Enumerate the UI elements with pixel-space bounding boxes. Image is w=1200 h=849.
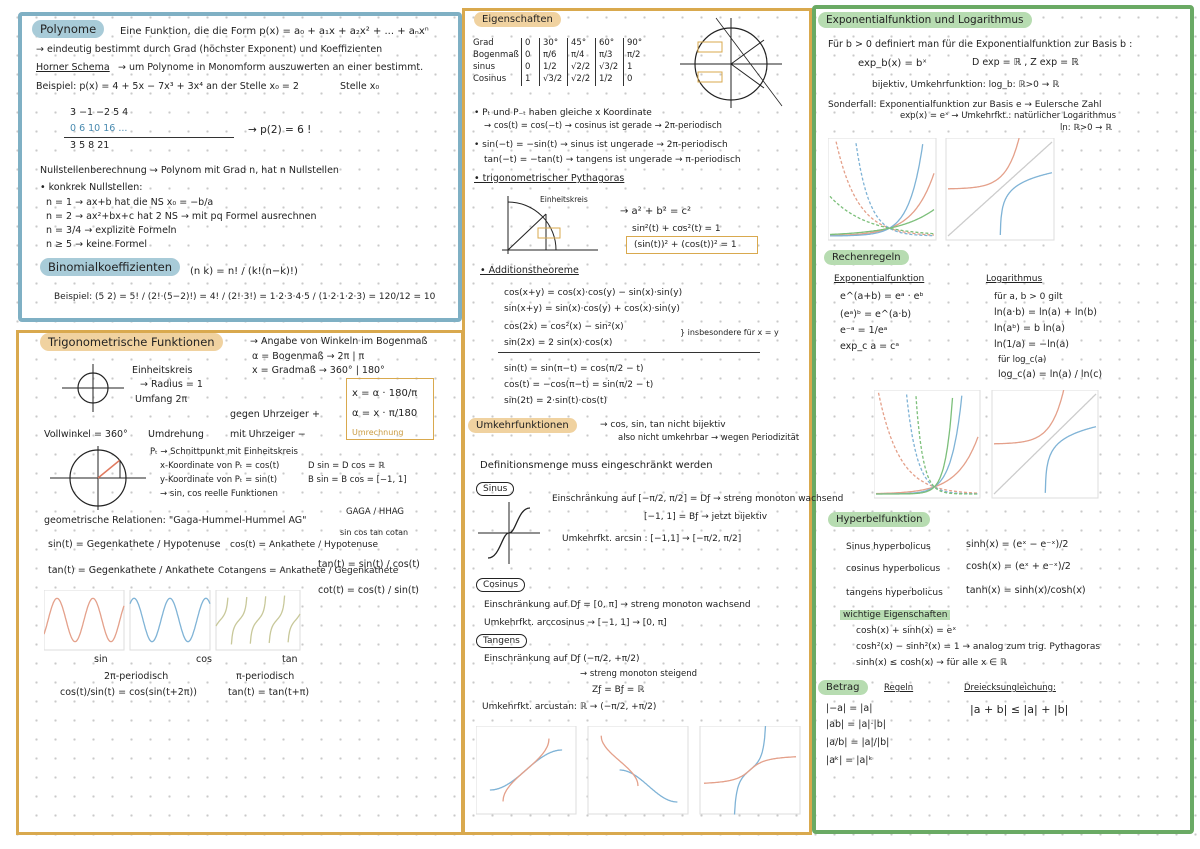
eig-table-cell: √3/2 [540,74,568,86]
cot-def: Cotangens = Ankathete / Gegenkathete [218,566,399,576]
umdrehung: Umdrehung [148,429,204,440]
pyth1: → a² + b² = c² [620,206,692,217]
n5: n ≥ 5 → keine Formel [46,239,148,250]
pyth3: (sin(t))² + (cos(t))² = 1 [634,240,737,250]
l4: für log_c(a) [998,355,1047,365]
polynome-def: Eine Funktion, die die Form p(x) = a₀ + a₁x + a₂x² + ... + aₙxⁿ [120,26,429,37]
tan-def: tan(t) = Gegenkathete / Ankathete [48,565,215,576]
konkret: • konkrek Nullstellen: [40,182,143,193]
trig-radius: → Radius = 1 [140,379,203,390]
eig-p4: tan(−t) = −tan(t) → tangens ist ungerade → π-periodisch [484,155,741,165]
w3: sinh(x) ≤ cosh(x) → für alle x ∈ ℝ [856,658,1008,668]
eig-table-cell: 0 [627,74,633,84]
eig-p2: → cos(t) = cos(−t) → cosinus ist gerade → 2π-periodisch [484,121,722,131]
eig-p3: • sin(−t) = −sin(t) → sinus ist ungerade → 2π-periodisch [474,140,728,150]
exp-plot-panel-2 [874,390,980,498]
eig-table-row [470,50,651,62]
binom-example: Beispiel: (5 2) = 5! / (2!·(5−2)!) = 4! / (2!·3!) = 1·2·3·4·5 / (1·2·1·2·3) = 120/12 = 10 [54,292,436,302]
periodisch-note: cos(t)/sin(t) = cos(sin(t+2π)) [60,687,197,698]
n2: n = 2 → ax²+bx+c hat 2 NS → mit pq Formel ausrechnen [46,211,317,222]
sym2: cos(t) = −cos(π−t) = sin(π/2 − t) [504,380,654,390]
trig-pt: Pₜ → Schnittpunkt mit Einheitskreis [150,447,298,457]
gaga: GAGA / HHAG [346,507,404,517]
eig-table-cell: 45° [568,38,596,50]
unit-circle-small [60,362,126,414]
eig-table-row [470,38,651,50]
trig-bsin: B sin = B cos = [−1, 1] [308,475,407,485]
eig-add: • Additionstheoreme [480,265,579,276]
l5: log_c(a) = ln(a) / ln(c) [998,369,1103,380]
eig-table-cell: 1/2 [596,74,624,86]
sincostan: sin cos tan cotan [340,528,409,537]
vollwinkel: Vollwinkel = 360° [44,429,128,440]
pyth2: sin²(t) + cos²(t) = 1 [632,224,721,234]
eig-table-cell: π/4 [568,50,596,62]
sin-restricted [476,500,542,566]
trig-title: Trigonometrische Funktionen [40,333,223,351]
trig-xk: x-Koordinate von Pₜ = cos(t) [160,461,280,471]
sym3: sin(2t) = 2·sin(t)·cos(t) [504,396,608,406]
e2: (eᵃ)ᵇ = e^(a·b) [840,309,912,320]
e4: exp_c a = cᵃ [840,341,900,352]
pyth-einheitskreis: Einheitskreis [540,195,588,204]
horner-rule [64,137,234,138]
eig-table-cell: 30° [540,38,568,50]
exp-def: Für b > 0 definiert man für die Exponentialfunktion zur Basis b : [828,39,1133,50]
rechenregeln: Rechenregeln [824,250,909,265]
exp-bij: bijektiv, Umkehrfunktion: log_b: ℝ>0 → ℝ [872,80,1060,90]
cos-e: Einschränkung auf Dƒ = [0, π] → streng monoton wachsend [484,600,751,610]
nullstellen: Nullstellenberechnung → Polynom mit Grad n, hat n Nullstellen [40,165,339,176]
horner-row3: 3 5 8 21 [70,140,110,151]
expf: Exponentialfunktion [834,274,925,284]
b4: |aᵏ| = |a|ᵏ [826,755,873,766]
sin-e1: Einschränkung auf [−π/2, π/2] = Dƒ → streng monoton wachsend [552,494,844,504]
e1: e^(a+b) = eᵃ · eᵇ [840,291,924,302]
horner-beispiel: Beispiel: p(x) = 4 + 5x − 7x³ + 3x⁴ an der Stelle x₀ = 2 [36,81,299,92]
cos-plot-panel [130,590,210,650]
trig-angabe: → Angabe von Winkeln im Bogenmaß [250,336,428,347]
periodisch: 2π-periodisch [104,671,169,682]
exp-domain: D exp = ℝ , Z exp = ℝ [972,57,1079,68]
tan-frac: tan(t) = sin(t) / cos(t) [318,559,420,570]
eig-pyth: • trigonometrischer Pythagoras [474,173,625,184]
conv1: x = α · 180/π [352,388,418,399]
eig-table-cell: π/6 [540,50,568,62]
binom-title: Binomialkoeffizienten [40,258,180,276]
trig-umfang: Umfang 2π [135,394,188,405]
trig-plots [44,590,302,652]
tan-e2: → streng monoton steigend [580,669,698,679]
l2: ln(aᵇ) = b ln(a) [994,323,1065,334]
sin-u: Umkehrfkt. arcsin : [−1,1] → [−π/2, π/2] [562,534,742,544]
e3: e⁻ᵃ = 1/eᵃ [840,325,888,336]
horner-row1: 3 −1 −2 5 4 [70,107,129,118]
trig-yk: y-Koordinate von Pₜ = sin(t) [160,475,278,485]
exp-formula: exp_b(x) = bˣ [858,58,927,69]
eig-table-cell: 1/2 [540,62,568,74]
trig-dsin: D sin = D cos = ℝ [308,461,385,471]
eig-table-cell: Bogenmaß [470,50,522,62]
h2f: cosh(x) = (eˣ + e⁻ˣ)/2 [966,561,1071,572]
eig-p1: • Pₜ und P₋ₜ haben gleiche x Koordinate [474,108,652,118]
wichtig: wichtige Eigenschaften [840,610,950,620]
l3: ln(1/a) = −ln(a) [994,339,1069,350]
mit-uhr: mit Uhrzeiger − [230,429,306,440]
exp-plots [828,138,1056,242]
add-rule [498,352,760,353]
cos-u: Umkehrfkt. arccosinus → [−1, 1] → [0, π] [484,618,667,628]
arc-plots [476,726,802,816]
trig-bogen: α = Bogenmaß → 2π | π [252,351,365,362]
betrag-title: Betrag [818,680,868,695]
eig-table-row [470,74,651,86]
add1: cos(x+y) = cos(x)·cos(y) − sin(x)·sin(y) [504,288,683,298]
eig-table-row [470,62,651,74]
dreieck: Dreiecksungleichung: [964,683,1056,693]
eig-table-cell: Cosinus [470,74,522,86]
trig-reell: → sin, cos reelle Funktionen [160,489,278,499]
lbl-cos: cos [196,654,212,665]
sym1: sin(t) = sin(π−t) = cos(π/2 − t) [504,364,644,374]
n1: n = 1 → ax+b hat die NS x₀ = −b/a [46,197,214,208]
eig-table-cell: Grad [470,38,522,50]
h2: cosinus hyperbolicus [846,564,941,574]
cot-frac: cot(t) = cos(t) / sin(t) [318,585,420,596]
exp-plot-panel [828,138,936,240]
add3: cos(2x) = cos²(x) − sin²(x) [504,322,624,332]
eig-table-cell: 1 [627,62,633,72]
eig-table-cell: 0 [522,50,540,62]
geom-relationen: geometrische Relationen: "Gaga-Hummel-Hummel AG" [44,515,307,526]
umrechnung-label: Umrechnung [352,428,404,437]
binom-def: (n k) = n! / (k!(n−k)!) [190,266,298,277]
horner-result: → p(2) = 6 ! [248,124,312,136]
tan-z: Zƒ = Bƒ = ℝ [592,685,645,695]
h1f: sinh(x) = (eˣ − e⁻ˣ)/2 [966,539,1069,550]
umk-sinus: Sinus [476,482,514,496]
eig-title: Eigenschaften [474,12,561,27]
tan-period: π-periodisch [236,671,295,682]
sin-e2: [−1, 1] = Bƒ → jetzt bijektiv [644,512,768,522]
add4: sin(2x) = 2 sin(x)·cos(x) [504,338,613,348]
eig-unit-circle [676,14,786,110]
umk-tangens: Tangens [476,634,527,648]
polynome-title: Polynome [32,20,104,38]
exp-ln: ln: ℝ>0 → ℝ [1060,123,1112,133]
eig-table-cell: 0 [522,38,540,50]
l0: für a, b > 0 gilt [994,292,1063,302]
lbl-tan: tan [282,654,298,665]
eig-table-cell: √2/2 [568,62,596,74]
exp-sonder2: exp(x) = eˣ → Umkehrfkt.: natürlicher Logarithmus [900,111,1117,121]
eig-table [470,38,651,86]
eig-table-cell: sinus [470,62,522,74]
polynome-def2: → eindeutig bestimmt durch Grad (höchster Exponent) und Koeffizienten [36,44,383,55]
eig-table-cell: √3/2 [596,62,624,74]
b2: |ab| = |a|·|b| [826,719,886,730]
tan-u: Umkehrfkt. arcustan: ℝ → (−π/2, +π/2) [482,702,657,712]
conv2: α = x · π/180 [352,408,418,419]
lbl-sin: sin [94,654,108,665]
w1: cosh(x) + sinh(x) = eˣ [856,626,957,636]
add-insb: } insbesondere für x = y [680,328,779,337]
w2: cosh²(x) − sinh²(x) = 1 → analog zum trig. Pythagoras [856,642,1101,652]
n34: n = 3/4 → explizite Formeln [46,225,177,236]
eig-table-cell: 90° [627,38,643,48]
b3: |a/b| = |a|/|b| [826,737,890,748]
eig-table-cell: π/2 [627,50,641,60]
tan-period-note: tan(t) = tan(t+π) [228,687,310,698]
cos-def: cos(t) = Ankathete / Hypotenuse [230,540,378,550]
horner-text: → um Polynome in Monomform auszuwerten an einer bestimmt. [118,62,424,73]
exp-plots-2 [874,390,1102,500]
sin-def: sin(t) = Gegenkathete / Hypotenuse [48,539,221,550]
arccos-plot-panel [588,726,688,814]
eig-table-cell: √2/2 [568,74,596,86]
l1: ln(a·b) = ln(a) + ln(b) [994,307,1097,318]
h3f: tanh(x) = sinh(x)/cosh(x) [966,585,1086,596]
umk-note: → cos, sin, tan nicht bijektiv [600,420,726,430]
log-title: Logarithmus [986,274,1043,284]
umk-cosinus: Cosinus [476,578,525,592]
tan-e: Einschränkung auf Dƒ (−π/2, +π/2) [484,654,640,664]
eig-table-cell: 60° [596,38,624,50]
exp-title: Exponentialfunktion und Logarithmus [818,12,1032,28]
trig-einheitskreis: Einheitskreis [132,365,193,376]
eig-table-cell: π/3 [596,50,624,62]
umk-title: Umkehrfunktionen [468,418,577,433]
horner-stelle: Stelle x₀ [340,81,380,92]
add2: sin(x+y) = sin(x)·cos(y) + cos(x)·sin(y) [504,304,680,314]
h1: Sinus hyperbolicus [846,542,931,552]
eig-table-cell: 1 [522,74,540,86]
regeln: Regeln [884,683,914,693]
b1: |−a| = |a| [826,703,873,714]
horner-row2: 0 6 10 16 ... [70,123,128,134]
umk-note2: also nicht umkehrbar → wegen Periodizität [618,433,800,443]
trig-grad: x = Gradmaß → 360° | 180° [252,365,385,376]
gegen-uhr: gegen Uhrzeiger + [230,409,320,420]
h3: tangens hyperbolicus [846,588,943,598]
unit-circle-triangle [48,444,148,512]
exp-sonder: Sonderfall: Exponentialfunktion zur Basis e → Eulersche Zahl [828,100,1102,110]
umk-def: Definitionsmenge muss eingeschränkt werden [480,460,713,471]
dreieck-formula: |a + b| ≤ |a| + |b| [970,703,1069,716]
hyper-title: Hyperbelfunktion [828,512,930,527]
horner-label: Horner Schema [36,62,110,73]
eig-table-cell: 0 [522,62,540,74]
